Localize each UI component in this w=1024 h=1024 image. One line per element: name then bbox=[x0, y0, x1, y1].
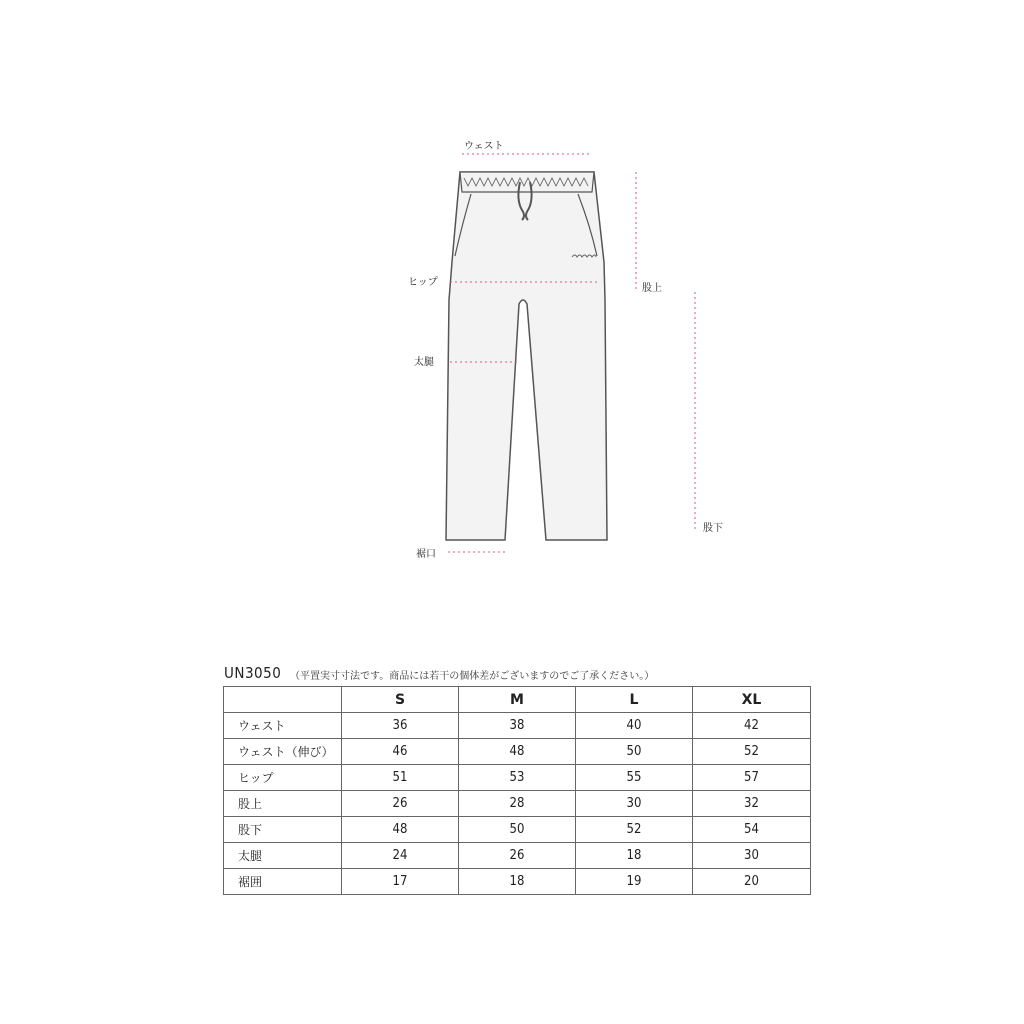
cell-value: 26 bbox=[342, 791, 459, 817]
cell-value: 46 bbox=[342, 739, 459, 765]
row-label: ウェスト（伸び） bbox=[224, 739, 342, 765]
cell-value: 17 bbox=[342, 869, 459, 895]
cell-value: 42 bbox=[693, 713, 811, 739]
cell-value: 57 bbox=[693, 765, 811, 791]
cell-value: 20 bbox=[693, 869, 811, 895]
table-row bbox=[224, 713, 811, 739]
cell-value: 52 bbox=[693, 739, 811, 765]
header-size-l: L bbox=[576, 687, 693, 713]
row-label: ヒップ bbox=[224, 765, 342, 791]
cell-value: 19 bbox=[576, 869, 693, 895]
cell-value: 26 bbox=[459, 843, 576, 869]
row-label: 股上 bbox=[224, 791, 342, 817]
inseam-label: 股下 bbox=[703, 523, 723, 534]
cell-value: 53 bbox=[459, 765, 576, 791]
thigh-label: 太腿 bbox=[414, 357, 434, 368]
table-row bbox=[224, 843, 811, 869]
product-code: UN3050 bbox=[224, 664, 282, 682]
rise-label: 股上 bbox=[642, 283, 662, 294]
cell-value: 30 bbox=[576, 791, 693, 817]
table-row bbox=[224, 765, 811, 791]
cell-value: 32 bbox=[693, 791, 811, 817]
cell-value: 48 bbox=[459, 739, 576, 765]
table-row bbox=[224, 791, 811, 817]
row-label: 股下 bbox=[224, 817, 342, 843]
measurement-note: （平置実寸寸法です。商品には若干の個体差がございますのでご了承ください。） bbox=[290, 671, 655, 682]
table-row bbox=[224, 739, 811, 765]
size-table bbox=[223, 686, 811, 895]
table-row bbox=[224, 817, 811, 843]
hip-label: ヒップ bbox=[408, 277, 438, 288]
cell-value: 28 bbox=[459, 791, 576, 817]
cell-value: 50 bbox=[576, 739, 693, 765]
header-empty bbox=[224, 687, 342, 713]
waist-label: ウェスト bbox=[464, 141, 504, 152]
cell-value: 40 bbox=[576, 713, 693, 739]
cell-value: 50 bbox=[459, 817, 576, 843]
cell-value: 48 bbox=[342, 817, 459, 843]
cell-value: 38 bbox=[459, 713, 576, 739]
cell-value: 18 bbox=[576, 843, 693, 869]
row-label: 太腿 bbox=[224, 843, 342, 869]
cell-value: 55 bbox=[576, 765, 693, 791]
cell-value: 30 bbox=[693, 843, 811, 869]
cell-value: 36 bbox=[342, 713, 459, 739]
header-size-m: M bbox=[459, 687, 576, 713]
row-label: 裾囲 bbox=[224, 869, 342, 895]
table-header-row bbox=[224, 687, 811, 713]
header-size-s: S bbox=[342, 687, 459, 713]
cell-value: 18 bbox=[459, 869, 576, 895]
hem-label: 裾口 bbox=[416, 549, 436, 560]
row-label: ウェスト bbox=[224, 713, 342, 739]
header-size-xl: XL bbox=[693, 687, 811, 713]
table-row bbox=[224, 869, 811, 895]
cell-value: 51 bbox=[342, 765, 459, 791]
pants-outline bbox=[446, 172, 607, 540]
cell-value: 24 bbox=[342, 843, 459, 869]
cell-value: 54 bbox=[693, 817, 811, 843]
cell-value: 52 bbox=[576, 817, 693, 843]
